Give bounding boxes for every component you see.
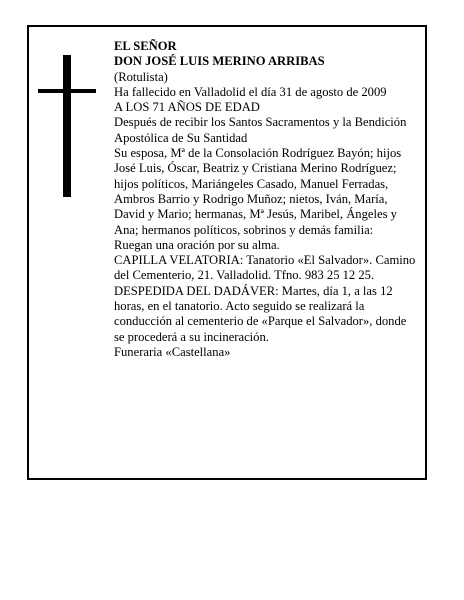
cross-horizontal-bar (38, 89, 96, 93)
honorific: EL SEÑOR (114, 39, 177, 53)
death-statement: Ha fallecido en Valladolid el día 31 de agosto de 2009 (114, 84, 387, 99)
funeral-home: Funeraria «Castellana» (114, 344, 231, 359)
chapel-info: CAPILLA VELATORIA: Tanatorio «El Salvador». Camino del Cementerio, 21. Valladolid. Tfno. 983 25 12 25. (114, 253, 416, 283)
prayer-request: Ruegan una oración por su alma. (114, 237, 280, 252)
farewell-info: DESPEDIDA DEL DADÁVER: Martes, día 1, a las 12 horas, en el tanatorio. Acto seguido se realizará la conducción al cementerio de «Parque el Salvador», donde se procederá a su incineración. (114, 283, 407, 344)
cross-vertical-bar (63, 55, 71, 197)
family-list: Su esposa, Mª de la Consolación Rodríguez Bayón; hijos José Luis, Óscar, Beatriz y Cristiana Merino Rodríguez; hijos políticos, Mariángeles Casado, Manuel Ferradas, Ambros Barrio y Rodrigo Muñoz; nietos, Iván, María, David y Mario; hermanas, Mª Jesús, Maribel, Ángeles y Ana; hermanos políticos, sobrinos y demás familia: (114, 146, 402, 237)
notice-text (114, 39, 419, 360)
sacraments-line: Después de recibir los Santos Sacramentos y la Bendición Apostólica de Su Santidad (114, 115, 407, 145)
age-line: A LOS 71 AÑOS DE EDAD (114, 100, 260, 115)
profession: (Rotulista) (114, 69, 168, 84)
cross-icon (38, 55, 96, 197)
deceased-name: DON JOSÉ LUIS MERINO ARRIBAS (114, 54, 325, 69)
